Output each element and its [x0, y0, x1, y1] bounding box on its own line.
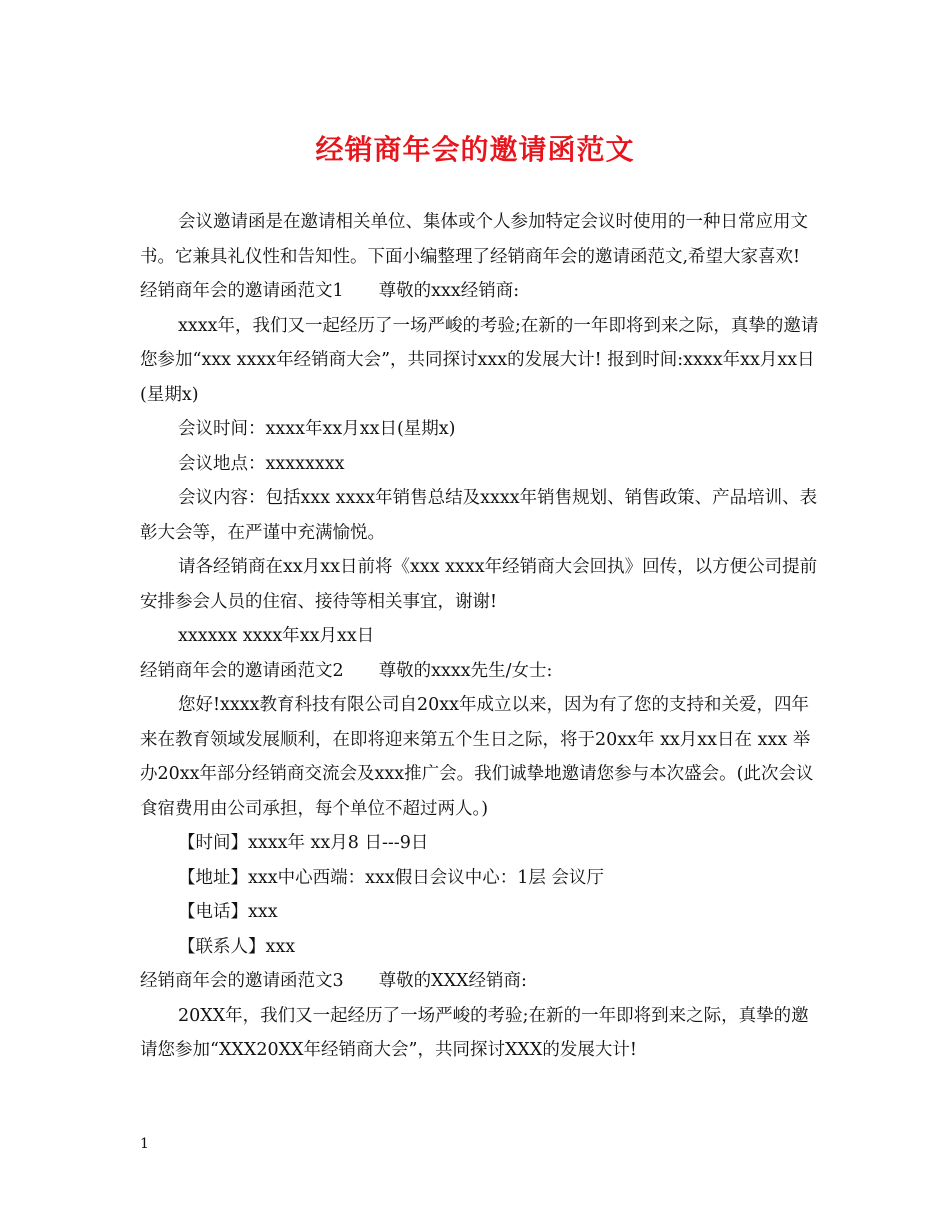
detail-address: 【地址】xxx中心西端：xxx假日会议中心：1层 会议厅: [178, 867, 604, 888]
paragraph: 会议内容：包括xxx xxxx年销售总结及xxxx年销售规划、销售政策、产品培训、表彰大会等，在严谨中充满愉悦。: [140, 488, 818, 543]
detail-contact: 【联系人】xxx: [178, 936, 296, 957]
section-heading-3: 经销商年会的邀请函范文3 尊敬的XXX经销商:: [140, 971, 527, 991]
document-body: [140, 205, 820, 1068]
page-number: 1: [140, 1136, 149, 1152]
section-heading-2: 经销商年会的邀请函范文2 尊敬的xxxx先生/女士:: [140, 660, 553, 681]
paragraph: 20XX年，我们又一起经历了一场严峻的考验;在新的一年即将到来之际，真挚的邀请您参加“XXX20XX年经销商大会”，共同探讨XXX的发展大计!: [140, 1005, 809, 1060]
paragraph: xxxx年，我们又一起经历了一场严峻的考验;在新的一年即将到来之际，真挚的邀请您参加“xxx xxxx年经销商大会”，共同探讨xxx的发展大计! 报到时间:xxxx年xx月xx日(星期x): [140, 315, 819, 405]
detail-time: 【时间】xxxx年 xx月8 日---9日: [178, 833, 429, 853]
detail-phone: 【电话】xxx: [178, 902, 278, 922]
paragraph: 会议地点：xxxxxxxx: [178, 453, 345, 474]
section-heading-1: 经销商年会的邀请函范文1 尊敬的xxx经销商:: [140, 281, 520, 301]
intro-paragraph: 会议邀请函是在邀请相关单位、集体或个人参加特定会议时使用的一种日常应用文书。它兼具礼仪性和告知性。下面小编整理了经销商年会的邀请函范文,希望大家喜欢!: [140, 212, 808, 267]
paragraph: 会议时间：xxxx年xx月xx日(星期x): [178, 419, 456, 439]
signature-line: xxxxxx xxxx年xx月xx日: [178, 626, 375, 646]
paragraph: 您好!xxxx教育科技有限公司自20xx年成立以来，因为有了您的支持和关爱，四年来在教育领域发展顺利，在即将迎来第五个生日之际，将于20xx年 xx月xx日在 xxx 举办20xx年部分经销商交流会及xxx推广会。我们诚挚地邀请您参与本次盛会。(此次会议食宿费用由公司承担，每个单位不超过两人。): [140, 695, 814, 819]
paragraph: 请各经销商在xx月xx日前将《xxx xxxx年经销商大会回执》回传，以方便公司提前安排参会人员的住宿、接待等相关事宜，谢谢!: [140, 557, 818, 612]
document-title: 经销商年会的邀请函范文: [315, 133, 635, 166]
